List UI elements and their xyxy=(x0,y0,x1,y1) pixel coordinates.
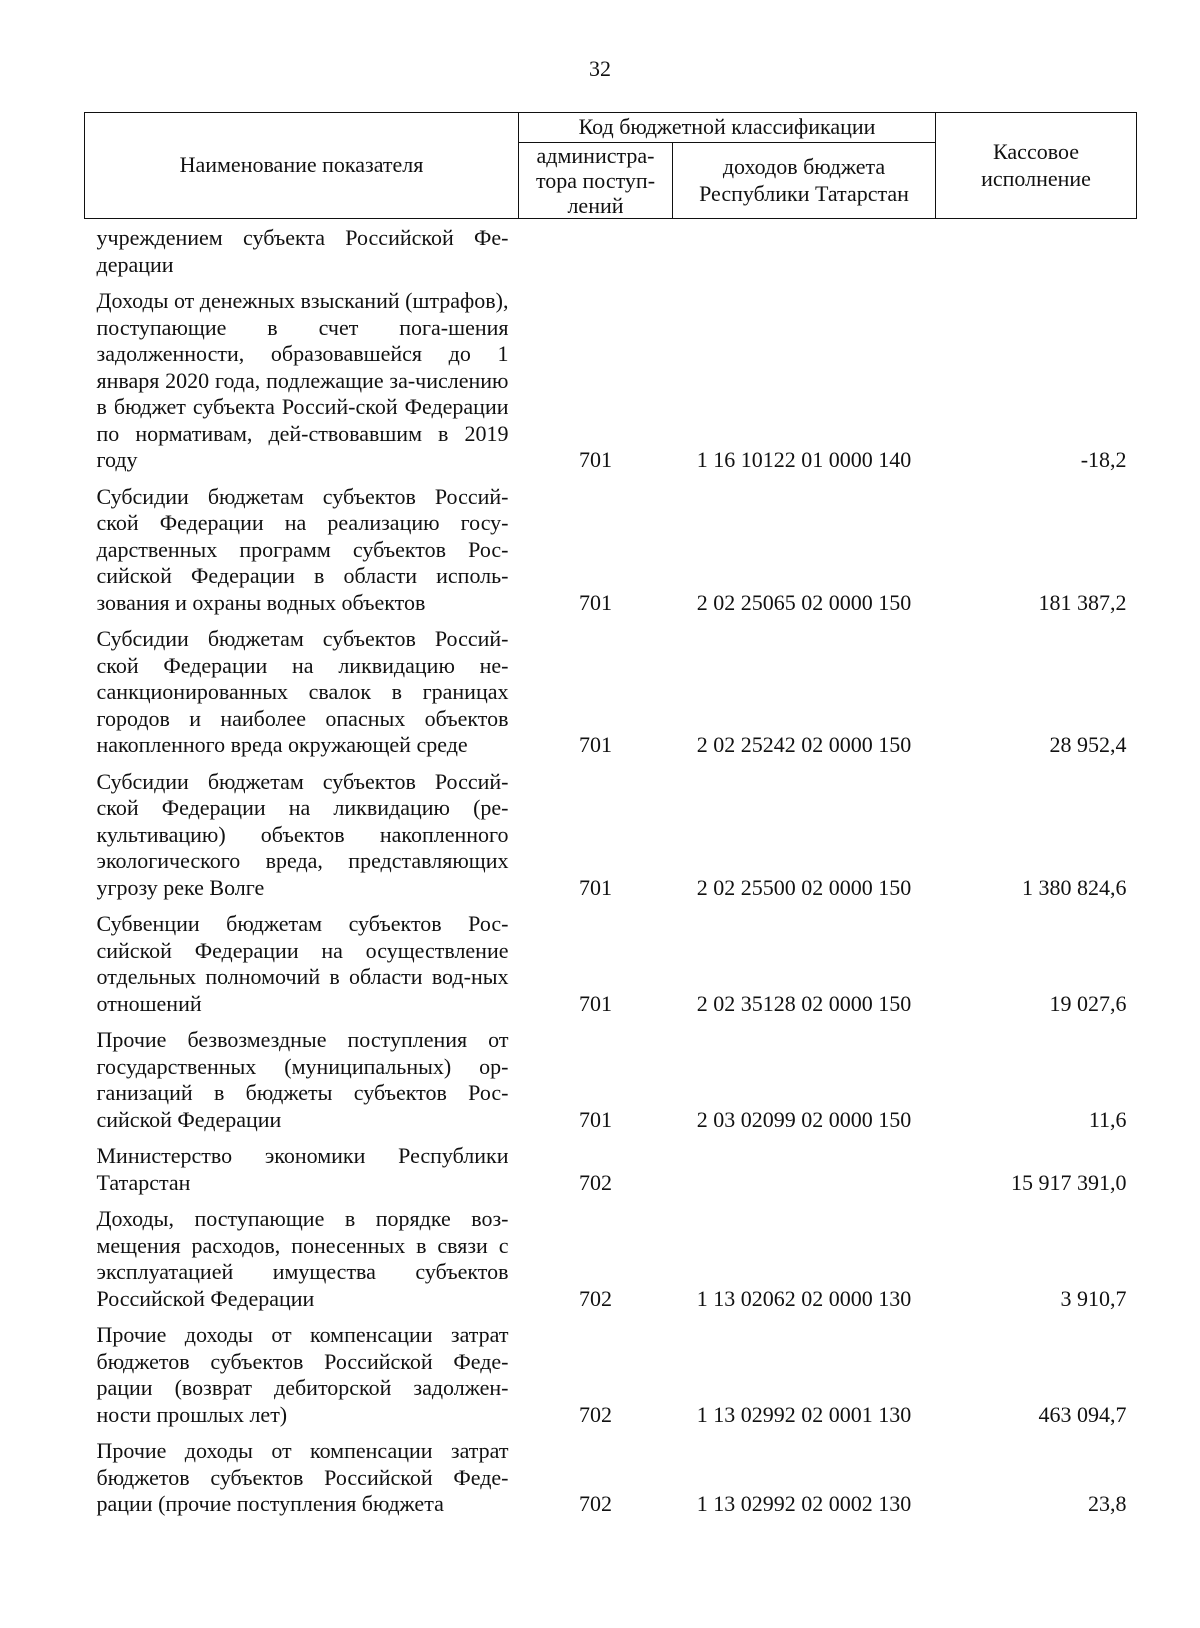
table-row xyxy=(85,278,1137,474)
row-name: Прочие безвозмездные поступления от государственных (муниципальных) ор-ганизаций в бюджеты субъектов Рос-сийской Федерации xyxy=(96,1027,509,1132)
table-row xyxy=(85,759,1137,902)
row-admin-code: 702 xyxy=(579,1491,612,1516)
row-amount: 19 027,6 xyxy=(1049,990,1127,1016)
row-name: Субсидии бюджетам субъектов Россий-ской Федерации на реализацию госу-дарственных программ субъектов Рос-сийской Федерации в области исполь-зования и охраны водных объектов xyxy=(96,483,509,615)
row-name: Прочие доходы от компенсации затрат бюджетов субъектов Российской Феде-рации (прочие поступления бюджета xyxy=(96,1438,509,1516)
row-amount xyxy=(936,219,1137,279)
row-amount: -18,2 xyxy=(1080,447,1127,472)
page-number: 32 xyxy=(589,56,611,81)
table-row xyxy=(85,219,1137,279)
table-row xyxy=(85,1312,1137,1428)
budget-table xyxy=(84,112,1137,1518)
row-amount: 11,6 xyxy=(1088,1106,1127,1132)
table-row xyxy=(85,1428,1137,1518)
row-name: Прочие доходы от компенсации затрат бюджетов субъектов Российской Феде-рации (возврат дебиторской задолжен-ности прошлых лет) xyxy=(96,1322,509,1427)
row-admin-code xyxy=(519,219,673,279)
row-admin-code: 701 xyxy=(579,732,612,757)
row-amount: 28 952,4 xyxy=(1049,732,1127,757)
row-admin-code: 701 xyxy=(579,447,612,472)
row-income-code xyxy=(673,219,936,279)
row-admin-code: 701 xyxy=(579,589,612,615)
table-row xyxy=(85,1017,1137,1133)
row-name: учреждением субъекта Российской Фе-дерации xyxy=(96,225,509,277)
row-income-code: 2 02 25500 02 0000 150 xyxy=(696,874,912,900)
header-amount: Кассовое исполнение xyxy=(936,113,1137,219)
row-name: Доходы, поступающие в порядке воз-мещения расходов, понесенных в связи с эксплуатацией имущества субъектов Российской Федерации xyxy=(96,1206,509,1311)
row-name: Субсидии бюджетам субъектов Россий-ской Федерации на ликвидацию не-санкционированных свалок в границах городов и наиболее опасных объектов накопленного вреда окружающей среде xyxy=(96,626,509,757)
row-amount: 3 910,7 xyxy=(1060,1285,1127,1311)
header-code-group: Код бюджетной классификации xyxy=(519,113,936,143)
table-row xyxy=(85,901,1137,1017)
row-admin-code: 701 xyxy=(579,874,612,900)
row-amount: 23,8 xyxy=(1088,1491,1127,1516)
row-income-code: 1 16 10122 01 0000 140 xyxy=(696,447,912,472)
row-name: Субсидии бюджетам субъектов Россий-ской Федерации на ликвидацию (ре-культивацию) объектов накопленного экологического вреда, представляющих угрозу реке Волге xyxy=(96,768,509,900)
row-admin-code: 701 xyxy=(579,990,612,1016)
row-name: Министерство экономики Республики Татарстан xyxy=(96,1143,509,1195)
header-income: доходов бюджета Республики Татарстан xyxy=(673,143,936,219)
row-name: Доходы от денежных взысканий (штрафов), поступающие в счет пога-шения задолженности, образовавшейся до 1 января 2020 года, подлежащие за-числению в бюджет субъекта Россий-ской Федерации по нормативам, дей-ствовавшим в 2019 году xyxy=(96,288,509,472)
row-income-code: 2 03 02099 02 0000 150 xyxy=(696,1106,912,1132)
row-amount: 15 917 391,0 xyxy=(1011,1169,1127,1195)
row-name: Субвенции бюджетам субъектов Рос-сийской Федерации на осуществление отдельных полномочий в области вод-ных отношений xyxy=(96,911,509,1016)
row-amount: 181 387,2 xyxy=(1038,589,1127,615)
row-income-code: 1 13 02992 02 0002 130 xyxy=(696,1491,912,1516)
row-income-code: 2 02 25065 02 0000 150 xyxy=(696,589,912,615)
row-amount: 463 094,7 xyxy=(1038,1401,1127,1427)
row-income-code: 1 13 02062 02 0000 130 xyxy=(696,1285,912,1311)
row-income-code xyxy=(673,1133,936,1196)
table-row xyxy=(85,1133,1137,1196)
row-income-code: 2 02 25242 02 0000 150 xyxy=(696,732,912,757)
table-row xyxy=(85,616,1137,759)
table-row xyxy=(85,474,1137,617)
row-income-code: 2 02 35128 02 0000 150 xyxy=(696,990,912,1016)
row-amount: 1 380 824,6 xyxy=(1022,874,1127,900)
table-row xyxy=(85,1196,1137,1312)
row-income-code: 1 13 02992 02 0001 130 xyxy=(696,1401,912,1427)
row-admin-code: 702 xyxy=(579,1401,612,1427)
row-admin-code: 701 xyxy=(579,1106,612,1132)
row-admin-code: 702 xyxy=(579,1285,612,1311)
row-admin-code: 702 xyxy=(579,1169,612,1195)
header-name: Наименование показателя xyxy=(85,113,519,219)
header-admin: администра-тора поступ-лений xyxy=(519,143,673,219)
